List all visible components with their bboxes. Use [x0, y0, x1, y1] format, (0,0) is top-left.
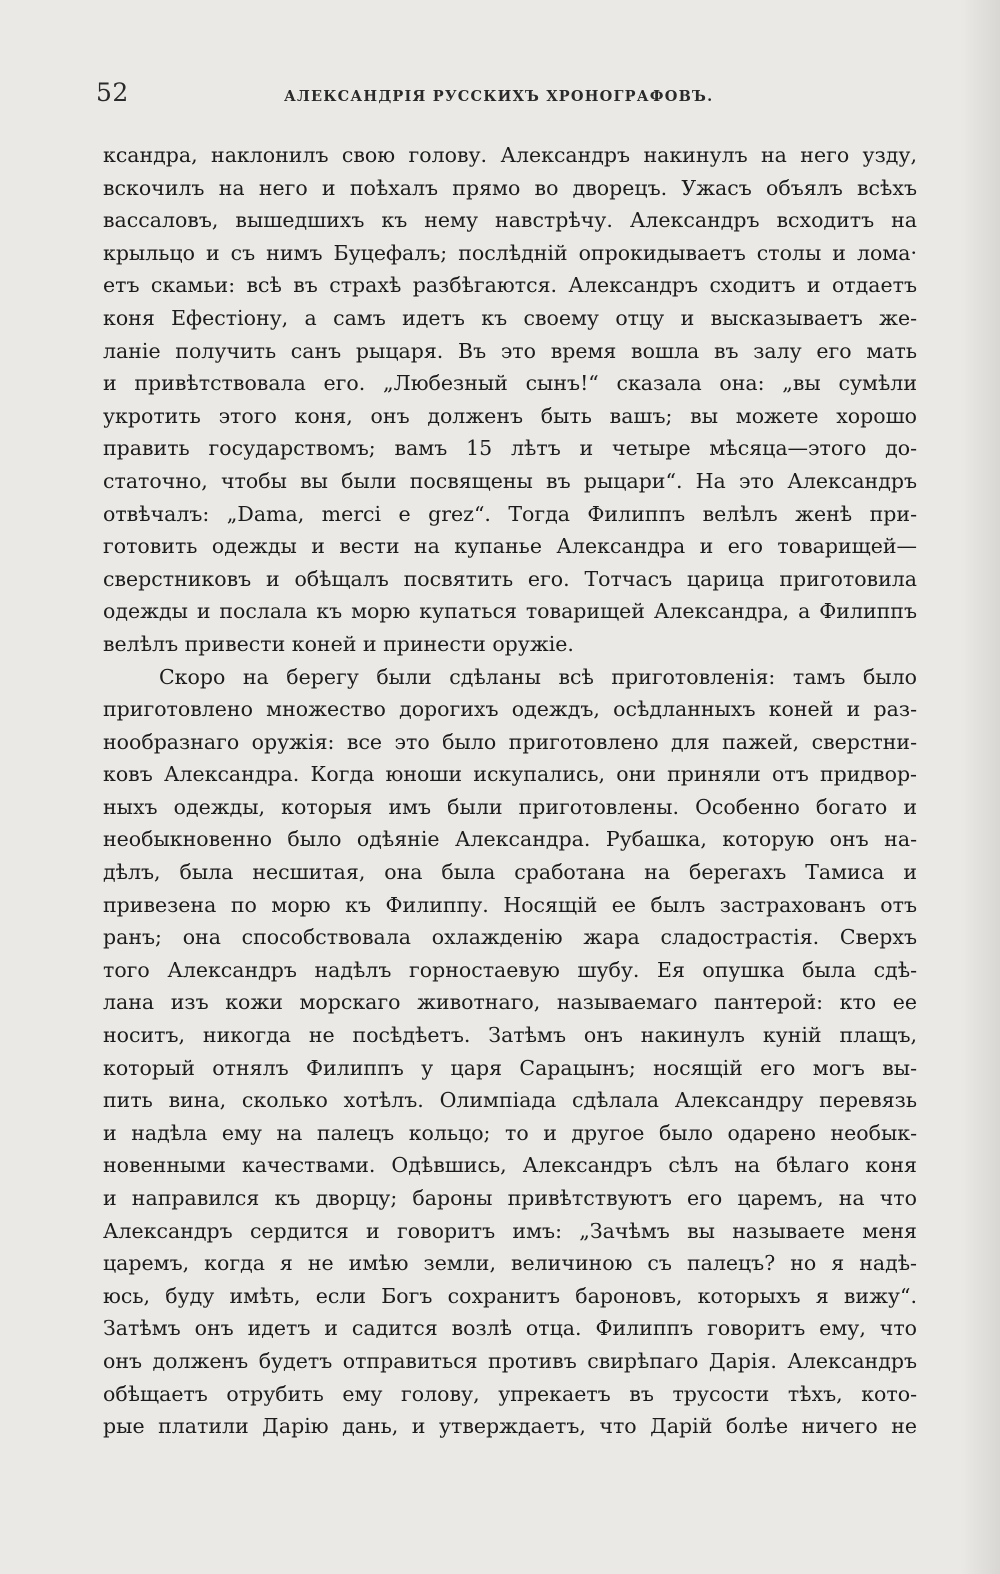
- text-line: ланіе получить санъ рыцаря. Въ это время вошла въ залу его мать: [103, 338, 917, 363]
- body-text: [103, 139, 917, 1443]
- text-line: готовить одежды и вести на купанье Александра и его товарищей—: [103, 534, 917, 559]
- text-line: носитъ, никогда не посѣдѣетъ. Затѣмъ онъ накинулъ куній плащъ,: [103, 1023, 917, 1048]
- text-line: и направился къ дворцу; бароны привѣтствуютъ его царемъ, на что: [103, 1186, 917, 1210]
- text-line: привезена по морю къ Филиппу. Носящій ее былъ застрахованъ отъ: [103, 892, 917, 917]
- text-line: обѣщаетъ отрубить ему голову, упрекаетъ въ трусости тѣхъ, кото-: [103, 1381, 917, 1406]
- text-line: ковъ Александра. Когда юноши искупались, они приняли отъ придвор-: [103, 762, 917, 787]
- running-title: АЛЕКСАНДРІЯ РУССКИХЪ ХРОНОГРАФОВЪ.: [284, 88, 714, 105]
- text-line: и надѣла ему на палецъ кольцо; то и другое было одарено необык-: [103, 1120, 917, 1145]
- text-line: етъ скамьи: всѣ въ страхѣ разбѣгаются. Александръ сходитъ и отдаетъ: [103, 273, 917, 298]
- text-line: царемъ, когда я не имѣю земли, величиною съ палецъ? но я надѣ-: [103, 1251, 917, 1276]
- text-line: укротить этого коня, онъ долженъ быть вашъ; вы можете хорошо: [103, 403, 917, 428]
- text-line: который отнялъ Филиппъ у царя Сарацынъ; носящій его могъ вы-: [103, 1055, 917, 1080]
- text-line: сверстниковъ и обѣщалъ посвятить его. Тотчасъ царица приготовила: [103, 566, 917, 591]
- text-line: вассаловъ, вышедшихъ къ нему навстрѣчу. Александръ всходитъ на: [103, 208, 917, 233]
- text-line: ксандра, наклонилъ свою голову. Александръ накинулъ на него узду,: [103, 143, 917, 167]
- text-line: ныхъ одежды, которыя имъ были приготовлены. Особенно богато и: [103, 794, 917, 819]
- text-line: править государствомъ; вамъ 15 лѣтъ и четыре мѣсяца—этого до-: [103, 436, 917, 461]
- text-line: необыкновенно было одѣяніе Александра. Рубашка, которую онъ на-: [103, 827, 917, 852]
- paragraph-first-line: Скоро на берегу были сдѣланы всѣ приготовленія: тамъ было: [159, 664, 917, 689]
- text-line: онъ долженъ будетъ отправиться противъ свирѣпаго Дарія. Александръ: [103, 1348, 917, 1373]
- text-line: дѣлъ, была несшитая, она была сработана на берегахъ Тамиса и: [103, 860, 917, 885]
- text-line: и привѣтствовала его. „Любезный сынъ!“ сказала она: „вы сумѣли: [103, 371, 917, 396]
- text-line: статочно, чтобы вы были посвящены въ рыцари“. На это Александръ: [103, 468, 917, 493]
- page-number: 52: [96, 78, 129, 107]
- text-line: коня Ефестіону, а самъ идетъ къ своему отцу и высказываетъ же-: [103, 305, 917, 330]
- text-line: рые платили Дарію дань, и утверждаетъ, что Дарій болѣе ничего не: [103, 1414, 917, 1439]
- text-line: вскочилъ на него и поѣхалъ прямо во дворецъ. Ужасъ объялъ всѣхъ: [103, 175, 917, 200]
- text-line: ранъ; она способствовала охлажденію жара сладострастія. Сверхъ: [103, 925, 917, 950]
- paragraph-last-line: велѣлъ привести коней и принести оружіе.: [103, 631, 574, 656]
- text-line: приготовлено множество дорогихъ одеждъ, осѣдланныхъ коней и раз-: [103, 697, 917, 722]
- text-line: юсь, буду имѣть, если Богъ сохранитъ бароновъ, которыхъ я вижу“.: [103, 1283, 917, 1308]
- text-line: нообразнаго оружія: все это было приготовлено для пажей, сверстни-: [103, 729, 917, 754]
- text-line: Александръ сердится и говоритъ имъ: „Зачѣмъ вы называете меня: [103, 1218, 917, 1243]
- text-line: новенными качествами. Одѣвшись, Александръ сѣлъ на бѣлаго коня: [103, 1153, 917, 1178]
- page-edge-shadow: [960, 0, 1000, 1574]
- page-header: [96, 78, 918, 118]
- text-line: одежды и послала къ морю купаться товарищей Александра, а Филиппъ: [103, 599, 917, 624]
- text-line: отвѣчалъ: „Dama, merci e grez“. Тогда Филиппъ велѣлъ женѣ при-: [103, 501, 917, 526]
- text-line: лана изъ кожи морскаго животнаго, называемаго пантерой: кто ее: [103, 990, 917, 1015]
- text-line: крыльцо и съ нимъ Буцефалъ; послѣдній опрокидываетъ столы и лома·: [103, 240, 917, 265]
- text-line: того Александръ надѣлъ горностаевую шубу. Ея опушка была сдѣ-: [103, 957, 917, 982]
- text-line: Затѣмъ онъ идетъ и садится возлѣ отца. Филиппъ говоритъ ему, что: [103, 1316, 917, 1341]
- text-line: пить вина, сколько хотѣлъ. Олимпіада сдѣлала Александру перевязь: [103, 1088, 917, 1113]
